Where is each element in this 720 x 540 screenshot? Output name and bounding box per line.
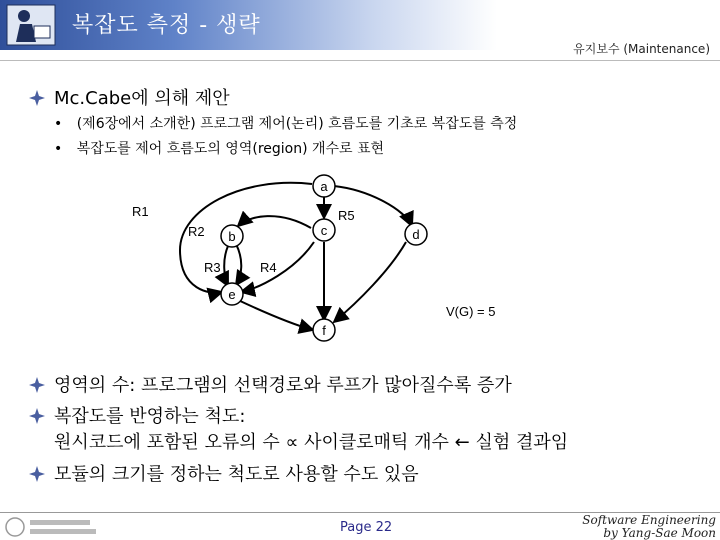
node-d [405,223,427,245]
control-flow-graph [110,170,630,350]
svg-text:c: c [320,223,328,238]
bullet-item [28,84,230,110]
node-a [313,175,335,197]
subbullet-text: (제6장에서 소개한) 프로그램 제어(논리) 흐름도를 기초로 복잡도를 측정 [76,116,518,132]
svg-text:f: f [322,323,326,338]
page-title: 복잡도 측정 - 생략 [72,13,261,38]
region-label-r2: R2 [188,224,205,239]
formula-label: V(G) = 5 [446,304,496,319]
node-c [313,219,335,241]
region-label-r4: R4 [260,260,277,275]
node-f [313,319,335,341]
bullet-text: 영역의 수: 프로그램의 선택경로와 루프가 많아질수록 증가 [54,375,512,396]
bullet-text: Mc.Cabe에 의해 제안 [54,88,230,109]
page-number: Page 22 [340,520,393,535]
region-label-r1: R1 [132,204,149,219]
svg-text:a: a [320,179,328,194]
svg-text:e: e [228,287,236,302]
node-b [221,225,243,247]
subbullet-item [54,113,517,133]
svg-text:b: b [228,229,236,244]
section-subtitle: 유지보수 (Maintenance) [573,42,710,56]
bullet-icon [28,89,46,107]
bullet-item [28,460,419,486]
svg-text:d: d [412,227,420,242]
region-label-r5: R5 [338,208,355,223]
bullet-continuation [54,428,568,454]
bullet-text: 모듈의 크기를 정하는 척도로 사용할 수도 있음 [54,464,419,485]
bullet-text: 복잡도를 반영하는 척도: [54,406,246,427]
brand-line-1: Software Engineering [582,513,716,527]
continuation-text: 원시코드에 포함된 오류의 수 ∝ 사이클로매틱 개수 ← 실험 결과임 [54,432,569,453]
bullet-item [28,371,512,397]
node-e [221,283,243,305]
bullet-item [28,402,245,428]
bullet-icon [28,407,46,425]
bullet-icon [28,376,46,394]
footer-brand [582,514,716,540]
bullet-icon [28,465,46,483]
subbullet-item [54,138,384,158]
header-divider [0,60,720,61]
subbullet-text: 복잡도를 제어 흐름도의 영역(region) 개수로 표현 [76,141,385,157]
university-logo-icon [4,516,104,538]
region-label-r3: R3 [204,260,221,275]
logo-icon [6,4,56,46]
brand-line-2: by Yang-Sae Moon [603,526,716,540]
